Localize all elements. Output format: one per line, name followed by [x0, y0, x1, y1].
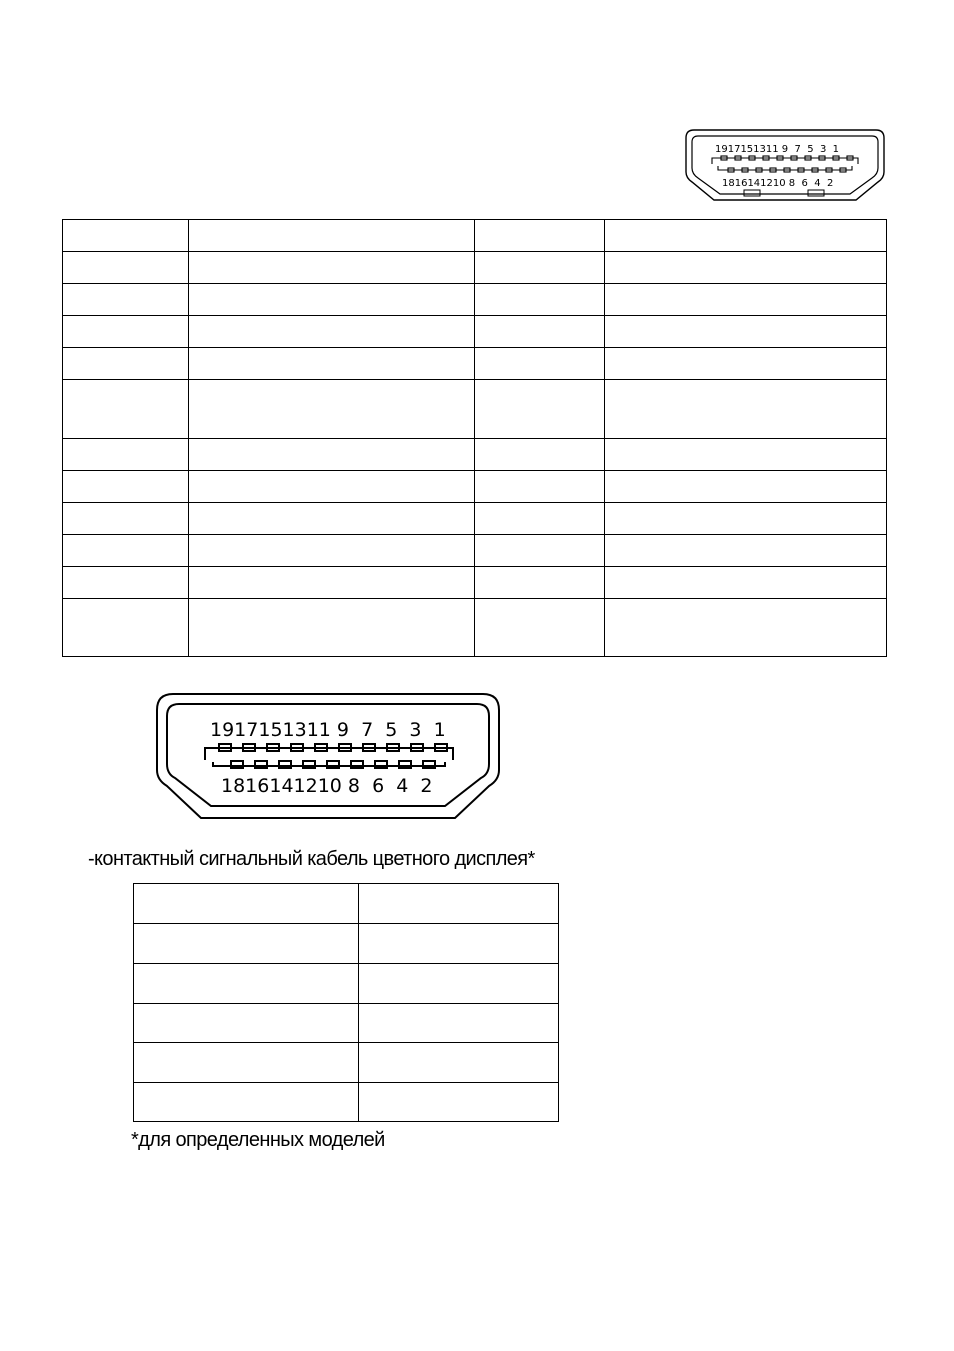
table-cell: [359, 924, 559, 964]
large-pin-row-top: [205, 744, 453, 760]
table-row: [63, 567, 887, 599]
table-cell: [134, 1083, 359, 1122]
table-row: [63, 599, 887, 657]
table-cell: [359, 1043, 559, 1083]
table-row: [134, 1043, 559, 1083]
table-row: [63, 348, 887, 380]
table-cell: [63, 316, 189, 348]
table-row: [134, 884, 559, 924]
small-bottom-pin-numbers: 1816141210 8 6 4 2: [722, 178, 834, 189]
table-cell: [189, 284, 475, 316]
table-cell: [605, 252, 887, 284]
table-row: [134, 924, 559, 964]
table-cell: [359, 964, 559, 1004]
table-row: [63, 252, 887, 284]
table-row: [63, 284, 887, 316]
table-cell: [189, 348, 475, 380]
table-cell: [605, 599, 887, 657]
table-cell: [605, 439, 887, 471]
table-cell: [605, 348, 887, 380]
hdmi-connector-small-icon: [684, 128, 886, 204]
table-cell: [475, 567, 605, 599]
table-row: [63, 535, 887, 567]
table-cell: [189, 503, 475, 535]
table-cell: [63, 284, 189, 316]
table-cell: [63, 348, 189, 380]
table-cell: [134, 964, 359, 1004]
table-cell: [359, 1083, 559, 1122]
table-cell: [605, 380, 887, 439]
table-cell: [605, 284, 887, 316]
small-pin-row-bottom: [718, 166, 852, 172]
table-cell: [475, 284, 605, 316]
table-row: [63, 439, 887, 471]
table-cell: [605, 567, 887, 599]
table-cell: [63, 380, 189, 439]
table-cell: [475, 439, 605, 471]
table-cell: [475, 252, 605, 284]
table-row: [63, 316, 887, 348]
table-cell: [475, 471, 605, 503]
table-cell: [189, 252, 475, 284]
cable-caption: -контактный сигнальный кабель цветного дисплея*: [88, 848, 535, 870]
table-cell: [134, 1004, 359, 1043]
table-cell: [475, 380, 605, 439]
table-cell: [134, 1043, 359, 1083]
hdmi-connector-large-icon: [155, 692, 501, 820]
table-cell: [359, 884, 559, 924]
table-cell: [189, 599, 475, 657]
table-cell: [189, 316, 475, 348]
model-footnote: *для определенных моделей: [131, 1129, 385, 1151]
table-cell: [605, 316, 887, 348]
table-cell: [134, 884, 359, 924]
table-cell: [189, 220, 475, 252]
table-cell: [475, 220, 605, 252]
table-cell: [475, 348, 605, 380]
small-top-pin-numbers: 1917151311 9 7 5 3 1: [715, 144, 840, 155]
table-row: [63, 471, 887, 503]
table-row: [134, 1004, 559, 1043]
table-cell: [63, 471, 189, 503]
table-cell: [63, 599, 189, 657]
table-cell: [605, 535, 887, 567]
table-row: [63, 220, 887, 252]
large-top-pin-numbers: 1917151311 9 7 5 3 1: [210, 719, 446, 741]
large-bottom-pin-numbers: 1816141210 8 6 4 2: [221, 775, 433, 797]
table-cell: [605, 471, 887, 503]
table-cell: [63, 535, 189, 567]
table-row: [134, 964, 559, 1004]
table-cell: [475, 316, 605, 348]
small-pin-row-top: [712, 156, 858, 164]
table-cell: [605, 503, 887, 535]
table-cell: [63, 439, 189, 471]
table-cell: [605, 220, 887, 252]
table-cell: [63, 252, 189, 284]
table-row: [134, 1083, 559, 1122]
table-cell: [475, 599, 605, 657]
table-cell: [189, 439, 475, 471]
table-cell: [63, 567, 189, 599]
table-cell: [189, 471, 475, 503]
table-cell: [189, 380, 475, 439]
signal-table: [133, 883, 559, 1122]
table-cell: [189, 567, 475, 599]
table-cell: [475, 503, 605, 535]
table-cell: [134, 924, 359, 964]
pin-assignment-table: [62, 219, 887, 657]
table-cell: [63, 503, 189, 535]
table-cell: [63, 220, 189, 252]
table-cell: [359, 1004, 559, 1043]
table-cell: [189, 535, 475, 567]
large-pin-row-bottom: [213, 761, 445, 768]
table-cell: [475, 535, 605, 567]
table-row: [63, 503, 887, 535]
table-row: [63, 380, 887, 439]
